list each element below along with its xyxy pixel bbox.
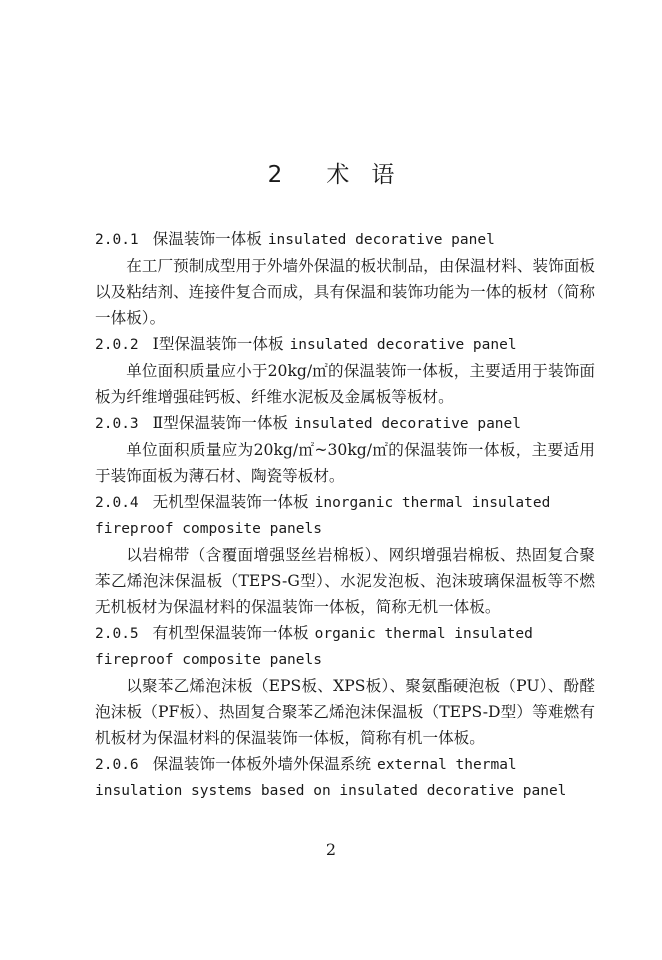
term-english-continued: insulation systems based on insulated decorative panel (95, 783, 567, 799)
term-definition: 单位面积质量应小于20kg/㎡的保温装饰一体板，主要适用于装饰面板为纤维增强硅钙板、纤维水泥板及金属板等板材。 (95, 362, 595, 406)
term-heading (95, 620, 595, 647)
term-number: 2.0.4 (95, 495, 139, 511)
term-english: inorganic thermal insulated (314, 495, 551, 511)
page-number: 2 (325, 840, 337, 859)
term-english-continued: fireproof composite panels (95, 521, 322, 537)
term-heading (95, 751, 595, 778)
terms-body (95, 226, 595, 804)
term-english: external thermal (376, 757, 517, 773)
term-definition: 以岩棉带（含覆面增强竖丝岩棉板）、网织增强岩棉板、热固复合聚苯乙烯泡沫保温板（TEPS-G型）、水泥发泡板、泡沫玻璃保温板等不燃无机板材为保温材料的保温装饰一体板，简称无机一体板。 (95, 546, 595, 616)
term-english: insulated decorative panel (267, 232, 495, 248)
term-number: 2.0.6 (95, 757, 139, 773)
term-definition: 单位面积质量应为20kg/㎡~30kg/㎡的保温装饰一体板，主要适用于装饰面板为薄石材、陶瓷等板材。 (95, 441, 595, 485)
term-number: 2.0.1 (95, 232, 139, 248)
term-chinese: 有机型保温装饰一体板 (152, 624, 309, 642)
term-heading (95, 331, 595, 358)
term-chinese: 保温装饰一体板 (152, 230, 262, 248)
term-english: organic thermal insulated (314, 626, 533, 642)
chapter-number: 2 (267, 162, 283, 188)
term-heading (95, 410, 595, 437)
term-english-continued: fireproof composite panels (95, 652, 322, 668)
term-chinese: Ⅱ型保温装饰一体板 (152, 414, 289, 432)
term-english: insulated decorative panel (294, 416, 521, 432)
term-number: 2.0.3 (95, 416, 139, 432)
chapter-title-char: 术 (326, 162, 350, 188)
term-number: 2.0.2 (95, 337, 139, 353)
term-chinese: 保温装饰一体板外墙外保温系统 (152, 755, 371, 773)
term-english: insulated decorative panel (289, 337, 517, 353)
chapter-title (0, 156, 662, 189)
term-heading (95, 489, 595, 516)
term-heading (95, 226, 595, 253)
chapter-title-char: 语 (371, 162, 395, 188)
term-definition: 在工厂预制成型用于外墙外保温的板状制品，由保温材料、装饰面板以及粘结剂、连接件复合而成，具有保温和装饰功能为一体的板材（简称一体板）。 (95, 257, 595, 327)
term-chinese: Ⅰ型保温装饰一体板 (152, 335, 284, 353)
term-number: 2.0.5 (95, 626, 139, 642)
term-definition: 以聚苯乙烯泡沫板（EPS板、XPS板）、聚氨酯硬泡板（PU）、酚醛泡沫板（PF板）、热固复合聚苯乙烯泡沫保温板（TEPS-D型）等难燃有机板材为保温材料的保温装饰一体板，简称有机一体板。 (95, 677, 595, 747)
term-chinese: 无机型保温装饰一体板 (152, 493, 309, 511)
